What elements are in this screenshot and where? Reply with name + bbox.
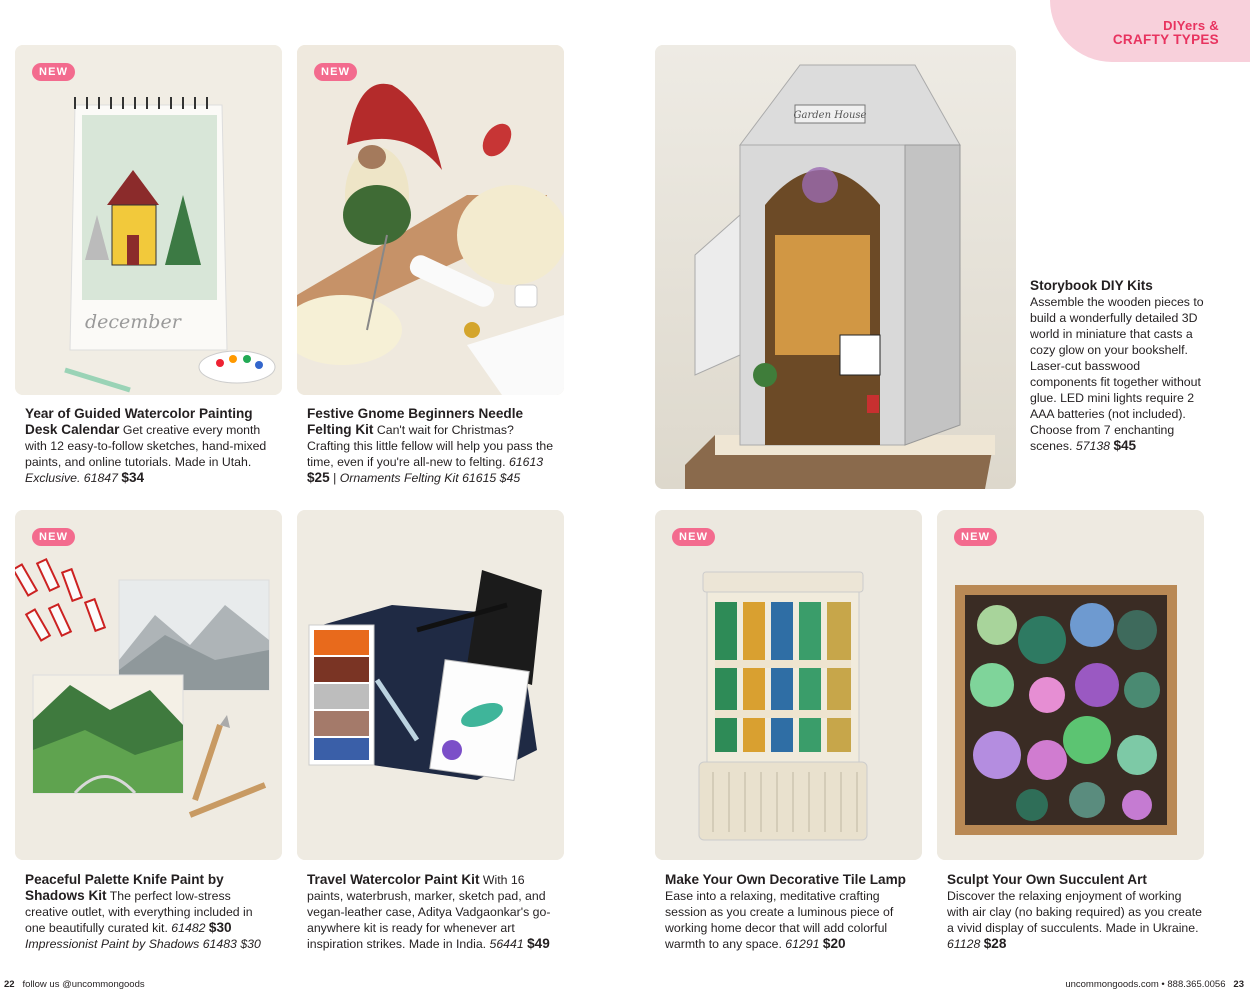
footer-left [4, 979, 145, 990]
garden-house-sign: Garden House [793, 110, 867, 121]
tile-lamp-price: $20 [822, 936, 846, 951]
impressionist-kit: Impressionist Paint by Shadows 61483 $30 [25, 937, 261, 951]
succulent-sku: 61128 [947, 937, 981, 951]
storybook-sku: 57138 [1075, 439, 1111, 453]
storybook-description [1030, 278, 1205, 454]
tile-lamp-text: Ease into a relaxing, meditative crafting session as you create a luminous piece of working home decor that will add colorful warmth to any space. [665, 889, 894, 951]
palette-knife-sku: 61482 [171, 921, 206, 935]
palette-knife-description [25, 872, 273, 952]
storybook-price: $45 [1113, 438, 1137, 453]
storybook-text: Assemble the wooden pieces to build a wonderfully detailed 3D world in miniature that casts a cozy glow on your bookshelf. Laser-cut basswood components fit together without glue. LED mini lights require 2 AAA batteries (not included). Choose from 7 enchanting scenes. [1030, 295, 1204, 453]
section-title-line2: CRAFTY TYPES [1112, 32, 1219, 47]
gnome-ornament-kit: Ornaments Felting Kit 61615 $45 [339, 471, 521, 485]
new-badge: NEW [672, 528, 715, 546]
tile-lamp-image[interactable] [655, 510, 922, 860]
succulent-description [947, 872, 1202, 952]
section-title [1113, 19, 1219, 47]
footer-right [1065, 979, 1244, 990]
website-phone[interactable]: uncommongoods.com • 888.365.0056 [1065, 979, 1226, 990]
succulent-price: $28 [983, 936, 1007, 951]
palette-knife-kit-image[interactable] [15, 510, 282, 860]
calendar-image[interactable] [15, 45, 282, 395]
gnome-description [307, 406, 557, 486]
gnome-kit-image[interactable] [297, 45, 564, 395]
palette-knife-title: Peaceful Palette Knife Paint by Shadows Kit [25, 872, 224, 903]
succulent-title: Sculpt Your Own Succulent Art [947, 872, 1147, 887]
gnome-sku: 61613 [508, 455, 544, 469]
section-title-line1: DIYers & [1163, 18, 1219, 33]
palette-knife-price: $30 [208, 920, 232, 935]
calendar-price: $34 [121, 470, 145, 485]
calendar-text: Get creative every month with 12 easy-to-follow sketches, hand-mixed paints, and online tutorials. Made in Utah. [25, 423, 267, 469]
travel-watercolor-title: Travel Watercolor Paint Kit [307, 872, 480, 887]
new-badge: NEW [32, 63, 75, 81]
gnome-separator: | [333, 471, 337, 485]
calendar-sku: Exclusive. 61847 [25, 471, 118, 485]
travel-watercolor-price: $49 [527, 936, 550, 951]
social-handle[interactable]: follow us @uncommongoods [22, 979, 145, 990]
travel-watercolor-text: With 16 paints, waterbrush, marker, sketch pad, and vegan-leather case, Aditya Vadgaonkar's go-anywhere kit is ready for whenever art inspiration strikes. Made in India. [307, 873, 551, 951]
new-badge: NEW [314, 63, 357, 81]
tile-lamp-description [665, 872, 915, 952]
right-page-number: 23 [1233, 979, 1244, 990]
new-badge: NEW [954, 528, 997, 546]
palette-knife-text: The perfect low-stress creative outlet, with everything included in one beautifully curated kit. [25, 889, 253, 935]
tile-lamp-title: Make Your Own Decorative Tile Lamp [665, 872, 906, 887]
storybook-kit-image[interactable] [655, 45, 1016, 489]
travel-watercolor-description [307, 872, 557, 952]
travel-watercolor-kit-image[interactable] [297, 510, 564, 860]
calendar-description [25, 406, 273, 486]
succulent-text: Discover the relaxing enjoyment of working with air clay (no baking required) as you create a vivid display of succulents. Made in Ukraine. [947, 889, 1202, 935]
gnome-title: Festive Gnome Beginners Needle Felting Kit [307, 406, 524, 437]
new-badge: NEW [32, 528, 75, 546]
gnome-text: Can't wait for Christmas? Crafting this little fellow will help you pass the time, even if you're all-new to felting. [307, 423, 554, 469]
left-page-number: 22 [4, 979, 15, 990]
calendar-month-text: december [85, 311, 181, 333]
calendar-title: Year of Guided Watercolor Painting Desk Calendar [25, 406, 253, 437]
succulent-art-image[interactable] [937, 510, 1204, 860]
gnome-price: $25 [307, 470, 330, 485]
storybook-title: Storybook DIY Kits [1030, 278, 1153, 293]
tile-lamp-sku: 61291 [785, 937, 820, 951]
travel-watercolor-sku: 56441 [489, 937, 524, 951]
